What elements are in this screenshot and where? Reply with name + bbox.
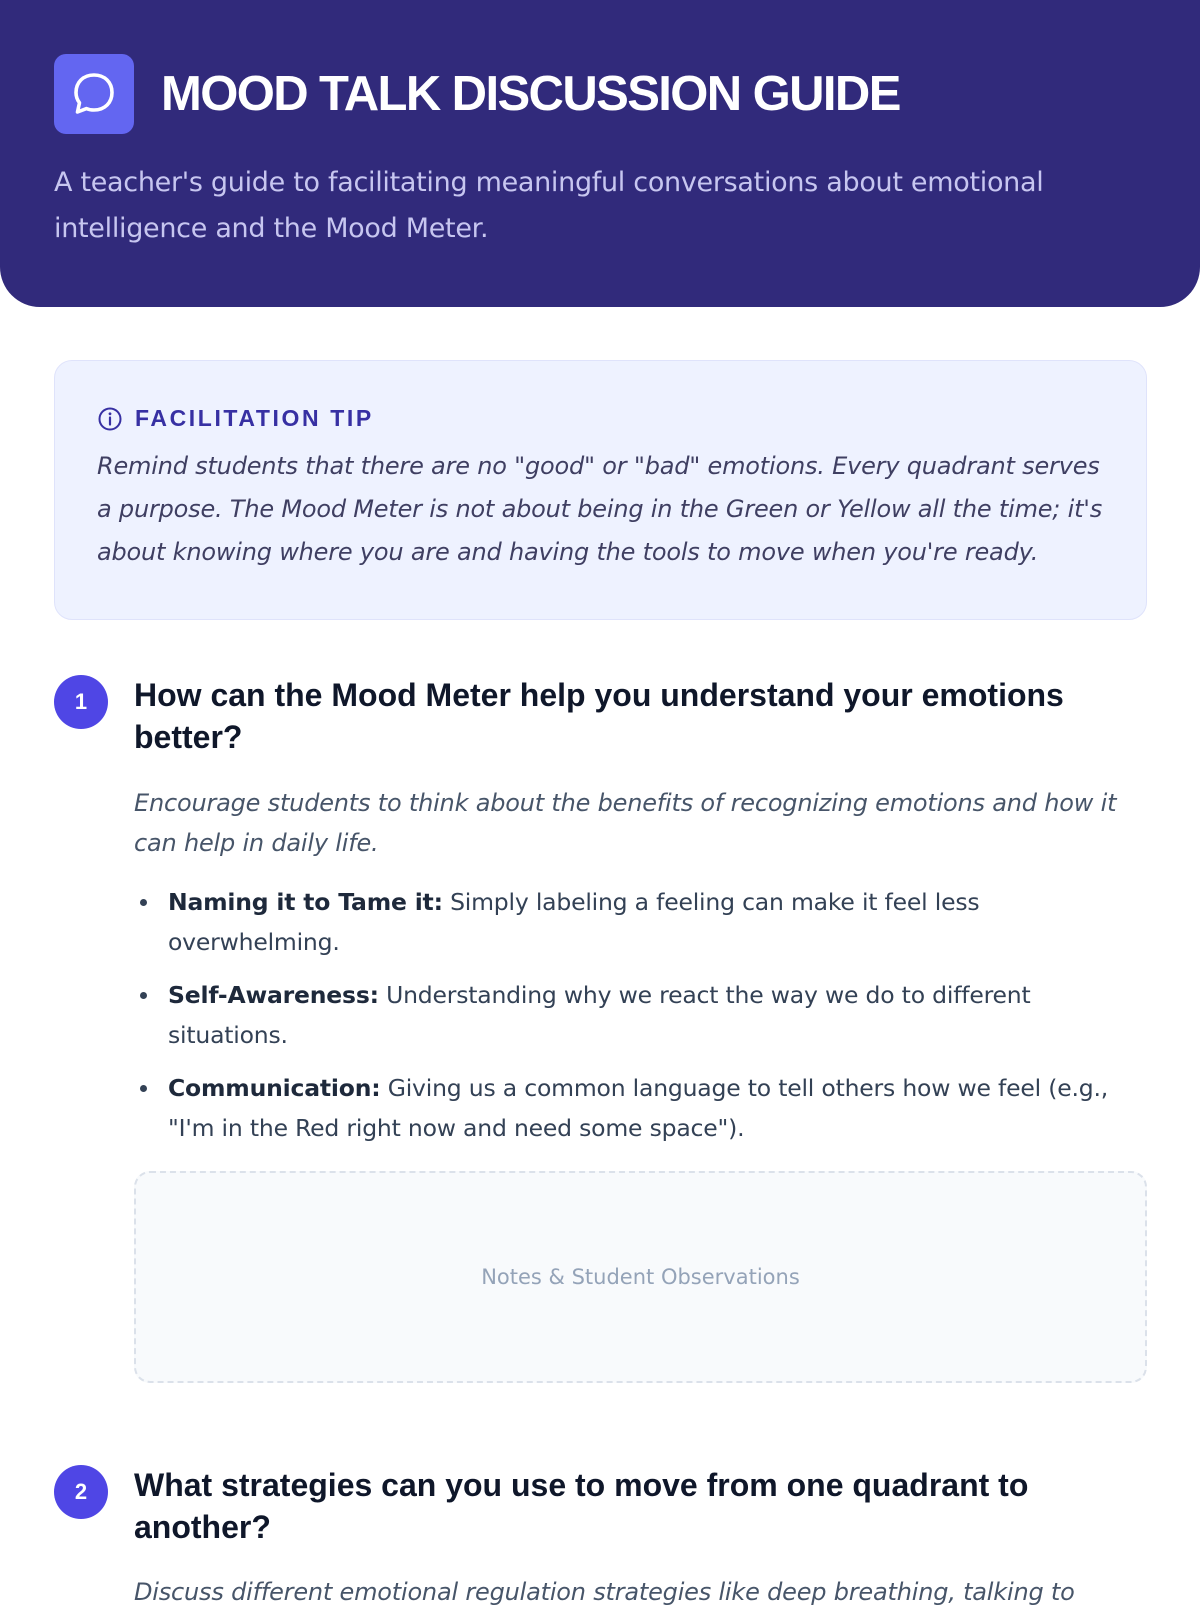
tip-heading — [97, 405, 374, 432]
logo-badge — [54, 54, 134, 134]
notes-label: Notes & Student Observations — [481, 1265, 800, 1289]
facilitation-tip-card — [54, 360, 1147, 620]
point-text: Giving us a common language to tell others how we feel (e.g., "I'm in the Red right now and need some space"). — [168, 1074, 1108, 1142]
question-prompt: Discuss different emotional regulation strategies like deep breathing, talking to — [134, 1578, 1075, 1606]
list-item — [134, 1068, 1144, 1148]
bullet-marker — [140, 899, 147, 906]
bullet-marker — [140, 1085, 147, 1092]
point-text: Simply labeling a feeling can make it feel less overwhelming. — [168, 888, 980, 956]
tip-text: Remind students that there are no "good" or "bad" emotions. Every quadrant serves a purpose. The Mood Meter is not about being in the Green or Yellow all the time; it's about knowing where you are and having the tools to move when you're ready. — [97, 452, 1103, 566]
page-title: MOOD TALK DISCUSSION GUIDE — [161, 67, 900, 121]
tip-label: FACILITATION TIP — [135, 405, 374, 431]
question-title: What strategies can you use to move from one quadrant to another? — [134, 1467, 1029, 1545]
point-text: Understanding why we react the way we do to different situations. — [168, 981, 1031, 1049]
point-term: Communication: — [168, 1074, 381, 1102]
question-prompt: Encourage students to think about the benefits of recognizing emotions and how it can help in daily life. — [134, 789, 1117, 857]
question-number-badge: 1 — [54, 675, 108, 729]
question-title: How can the Mood Meter help you understand your emotions better? — [134, 677, 1064, 755]
bullet-marker — [140, 992, 147, 999]
info-icon — [97, 406, 123, 432]
question-number-badge: 2 — [54, 1465, 108, 1519]
point-term: Self-Awareness: — [168, 981, 379, 1009]
discussion-points-list — [134, 882, 1144, 1161]
page-header — [0, 0, 1200, 307]
point-term: Naming it to Tame it: — [168, 888, 443, 916]
list-item — [134, 975, 1144, 1055]
notes-area[interactable] — [134, 1171, 1147, 1383]
chat-bubble-icon — [69, 69, 119, 119]
list-item — [134, 882, 1144, 962]
page-subtitle: A teacher's guide to facilitating meaningful conversations about emotional intelligence and the Mood Meter. — [54, 167, 1044, 244]
